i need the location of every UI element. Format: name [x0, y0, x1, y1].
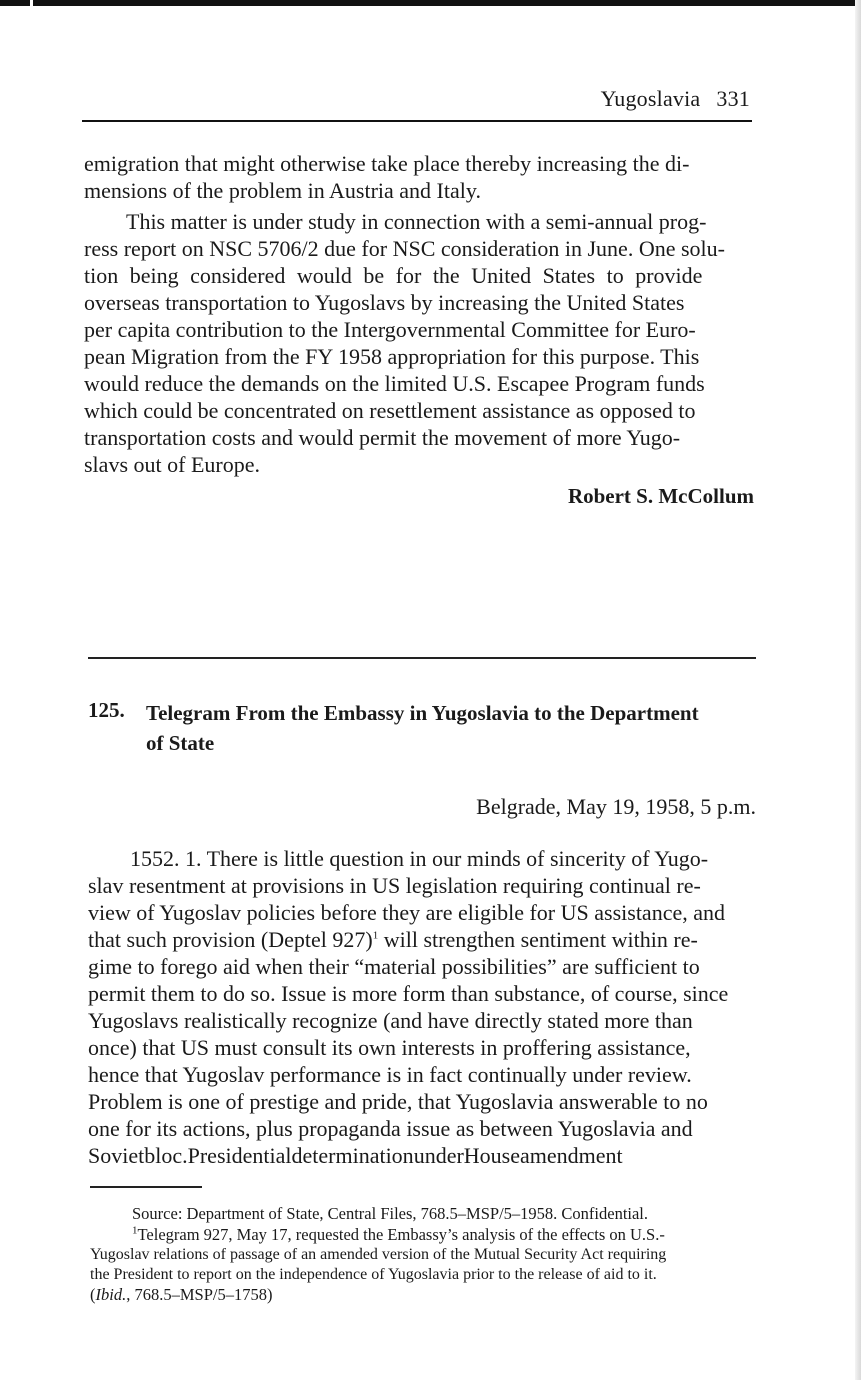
text-line: slav resentment at provisions in US legislation requiring continual re- — [88, 873, 701, 898]
text-line: permit them to do so. Issue is more form than substance, of course, since — [88, 981, 729, 1006]
footnote-line: (Ibid., 768.5–MSP/5–1758) — [90, 1285, 273, 1304]
text-line: which could be concentrated on resettlement assistance as opposed to — [84, 398, 696, 423]
text-line: Yugoslavs realistically recognize (and have directly stated more than — [88, 1008, 693, 1033]
footnote-line: the President to report on the independence of Yugoslavia prior to the release of aid to it. — [90, 1266, 657, 1283]
scan-right-edge — [855, 0, 861, 1380]
text-line: overseas transportation to Yugoslavs by increasing the United States — [84, 290, 685, 315]
text-line: hence that Yugoslav performance is in fact continually under review. — [88, 1062, 692, 1087]
document-title — [146, 698, 758, 758]
section-rule — [88, 657, 756, 659]
running-head-title: Yugoslavia — [600, 86, 701, 111]
signature: Robert S. McCollum — [567, 484, 754, 508]
text-line: transportation costs and would permit the movement of more Yugo- — [84, 425, 681, 450]
header-rule — [82, 120, 752, 122]
dateline: Belgrade, May 19, 1958, 5 p.m. — [476, 794, 756, 819]
text-line: pean Migration from the FY 1958 appropriation for this purpose. This — [84, 344, 700, 369]
footnote-rule — [90, 1186, 202, 1188]
scan-top-border-gap — [30, 0, 33, 6]
telegram-body — [88, 845, 758, 1169]
text-line: per capita contribution to the Intergovernmental Committee for Euro- — [84, 317, 696, 342]
paragraph-study — [84, 208, 754, 478]
text-line: that such provision (Deptel 927)$^1$ will strengthen sentiment within re- — [88, 927, 698, 952]
ibid: Ibid. — [95, 1285, 127, 1304]
running-head — [82, 86, 750, 112]
text-line: Problem is one of prestige and pride, that Yugoslavia answerable to no — [88, 1089, 708, 1114]
text-line: gime to forego aid when their “material possibilities” are sufficient to — [88, 954, 700, 979]
text-line: tion being considered would be for the United States to provide — [84, 263, 703, 288]
document-number: 125. — [88, 698, 125, 722]
text-line: emigration that might otherwise take place thereby increasing the di- — [84, 151, 690, 176]
text-line: slavs out of Europe. — [84, 452, 260, 477]
text-line: view of Yugoslav policies before they are eligible for US assistance, and — [88, 900, 725, 925]
footnote-line: $^1$Telegram 927, May 17, requested the Embassy’s analysis of the effects on U.S.- — [132, 1224, 665, 1244]
text-line: 1552. 1. There is little question in our minds of sincerity of Yugo- — [130, 846, 709, 871]
text-line: once) that US must consult its own interests in proffering assistance, — [88, 1035, 691, 1060]
text-line: ress report on NSC 5706/2 due for NSC consideration in June. One solu- — [84, 236, 725, 261]
text-line-justified: Sovietbloc.PresidentialdeterminationunderHouseamendment — [88, 1143, 623, 1168]
footnote-source: Source: Department of State, Central Files, 768.5–MSP/5–1958. Confidential. — [132, 1204, 649, 1223]
text-line: would reduce the demands on the limited U.S. Escapee Program funds — [84, 371, 705, 396]
document-title-line: of State — [146, 731, 215, 755]
footnote-line: Yugoslav relations of passage of an amended version of the Mutual Security Act requiring — [90, 1246, 667, 1263]
paragraph-continuation — [84, 150, 754, 204]
document-title-line: Telegram From the Embassy in Yugoslavia to the Department — [146, 701, 699, 725]
footnote-1 — [90, 1225, 760, 1305]
text-line: one for its actions, plus propaganda issue as between Yugoslavia and — [88, 1116, 693, 1141]
page-number: 331 — [716, 86, 750, 111]
footnote-marker: 1 — [132, 1224, 138, 1237]
footnote-ref: 1 — [372, 929, 379, 942]
text-line: This matter is under study in connection with a semi-annual prog- — [126, 209, 707, 234]
text-line: mensions of the problem in Austria and Italy. — [84, 178, 481, 203]
scan-top-border — [0, 0, 861, 6]
